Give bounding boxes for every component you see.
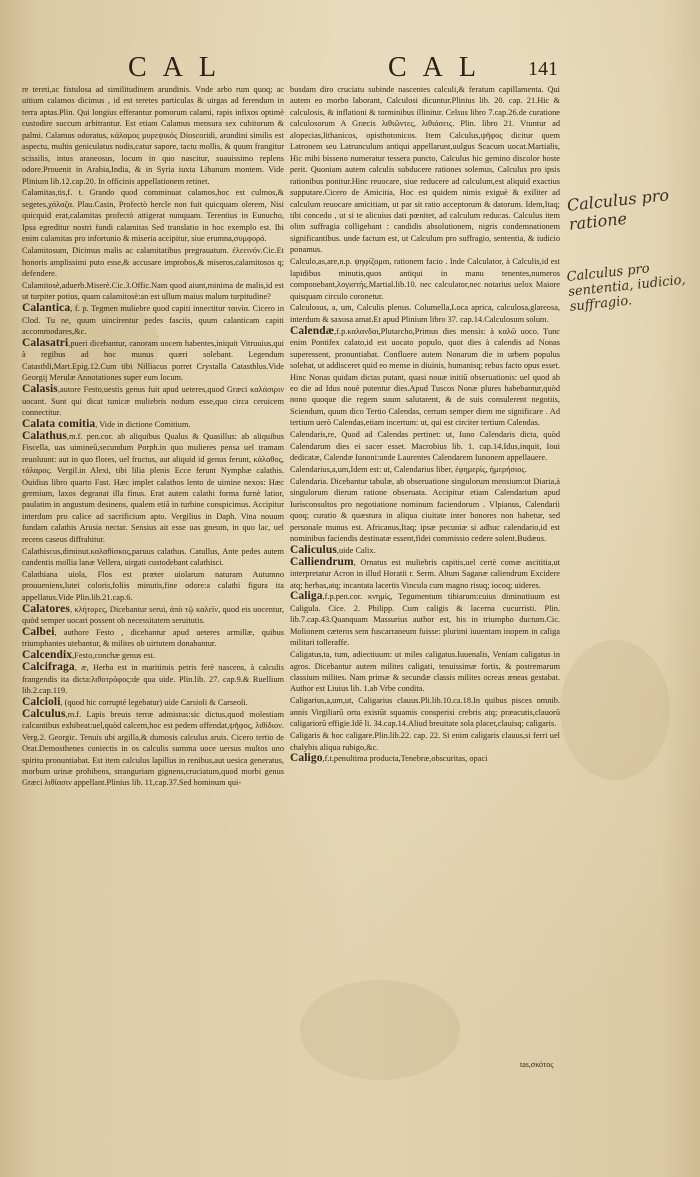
entry-headword: Calcifraga <box>22 661 75 674</box>
entry-headword: Caliculus <box>290 543 337 556</box>
entry-text: ,uide Calix. <box>336 545 376 555</box>
entry-headword: Calatores <box>22 602 70 615</box>
dictionary-entry <box>22 419 284 430</box>
dictionary-entry <box>22 384 284 418</box>
entry-headword: Calasis <box>22 383 58 396</box>
dictionary-entry <box>22 338 284 384</box>
entry-text: , Ornatus est muliebris capitis,uel certè comæ ascititia,ut interpretatur Acron in illud Horatii r. Serm. Altum Saganæ caliendrum Excidere atq; herbas,atq; incantata lacertis Vincula cum magno risuq; iocoq; uideres. <box>290 557 560 590</box>
dictionary-entry <box>22 604 284 627</box>
handwritten-margin-note: Calculus pro ratione <box>566 185 670 234</box>
dictionary-entry <box>290 753 560 764</box>
right-column <box>290 84 560 765</box>
dictionary-entry <box>290 649 560 695</box>
dictionary-entry <box>22 650 284 661</box>
entry-text: Calculo,as,are,n.p. ψηφίζομαι, rationem facio . Inde Calculator, à Calculis,id est lapidibus minutis,quos antiqui in manu tenentes,numeros componebant,λογιστής.Martial.lib.10. nec calculator,nec notarius uelox Maiore quisquam circulo coronetur. <box>290 257 560 301</box>
dictionary-entry <box>22 303 284 337</box>
dictionary-entry <box>22 662 284 696</box>
entry-text: Calamitosum, Dicimus malis ac calamitatibus pregrauatum. ἐλεεινόν.Cic.Et honoris amplissimi puto esse,& accusare improbos,& miseros,calamitosos q; defendere. <box>22 246 284 279</box>
left-column <box>22 84 284 789</box>
entry-headword: Calata comitia <box>22 417 96 430</box>
entry-headword: Calendæ <box>290 324 335 337</box>
entry-text: , Vide in dictione Comitium. <box>95 419 191 429</box>
entry-text: ,f.p.καλανδαι,Plutarcho,Primus dies mensis: à καλῶ uoco. Tunc enim Pontifex calato,id est uocato populo, quot dies à calendis ad Nonas superessent, pronuntiabat. Confluere autem Nonarum die in urbem populus solebat, ut addisceret quid eo mense in diuinis, humanisq; rebus facto opus esset. Hinc Nonas quidam dictas putant, quasi nouæ initiū obseruationis: uel quod ab eo die ad Idus nouè putentur dies.Apud Tuscos Nonæ plures habebantur,quòd nono quoque die regem suum salutarent, & de suis consulerent negotiis, Sciendum, quum dico Tertio Calendas, certum semper diem me significare . Ad tertium uerò Calendas,etiam incertum: ut, qui est circiter tertium Calendas. <box>290 326 560 428</box>
entry-headword: Calcendix <box>22 649 73 662</box>
entry-text: , æ, Herba est in maritimis petris ferè nascens, à calculis frangendis ita dicta:λιθοτρόφος:de qua uide. Plin.lib. 27. cap.9.& Ruellium lib.2.cap.119. <box>22 663 284 696</box>
dictionary-entry <box>22 280 284 303</box>
dictionary-entry <box>22 546 284 569</box>
entry-text: ,pueri dicebantur, canoram uocem habentes,iniquit Vitruuius,qui à regibus ad hoc munus quæri solebant. Legendum Catasthli,Mart.Epig.12.Cum tibi Nilliacus porret Crystalla Catasthlus.Vide Georgij Merulæ Annotationes super eum locum. <box>22 338 284 383</box>
entry-text: Calendaria. Dicebantur tabulæ, ab obseruatione singulorum mensium:ut Diaria,à singulorum dierum ratione obseruata. Accipitur etiam Calendarium apud Iurisconsultos pro negotiatione nominum faciendorum . Vlpianus, Calendarii quoq; curatio & quæstura in aliqua ciuitate inter honores non habetur, sed personale munus est. Africanus,Itaq; ipsæ pecuniæ si adhuc calendario,id est nominibus faciendis destinatæ essent,fidei commissio cedere solent.Budæus. <box>290 476 560 544</box>
entry-text: , f. p. Tegmen muliebre quod capiti innectitur ταινία. Cicero in Clod. Tu ne, quum uincirentur pedes fasciis, quum calanticam capiti accommodares,&c. <box>22 304 284 337</box>
dictionary-entry <box>290 84 560 256</box>
entry-headword: Calasatri <box>22 336 69 349</box>
entry-text: Calamitas,tis,f. t. Grando quod comminuat calamos,hoc est culmos,& segetes,χάλαζα. Plau.Casin, Profectò hercle non fuit quicquam olerem, Nisi quicquid erat,calamitas profectò attigerat nunquam. Terentius in Eunucho, Ipsa egreditur nostri fundi calamitas Sed translatio in hoc exemplo est. Ibi enim calamitas pro infortunio & miseria accipitur, siue erumna,συμφορά. <box>22 188 284 244</box>
dictionary-entry <box>290 695 560 729</box>
paper-stain <box>560 640 670 780</box>
entry-headword: Calbei <box>22 625 55 638</box>
dictionary-entry <box>290 476 560 545</box>
entry-text: Calendaris,re, Quod ad Calendas pertinet: ut, Iuno Calendaris dicta, quòd Calendarum dies ei sacer esset. Macrobius lib. 1. cap.14.Idus,inquit, Ioui dedicatæ, Calendæ Iunoni:unde Laurentes Calendarem Iunonem appellauere. <box>290 430 560 463</box>
dictionary-entry <box>290 429 560 463</box>
entry-text: ,Festo,conchæ genus est. <box>72 651 155 661</box>
dictionary-entry <box>290 464 560 475</box>
dictionary-entry <box>290 302 560 325</box>
entry-text: ,m.f. Lapis breuis terræ admistus:sic dictus,quod molestiam calcantibus exhibeat:uel,quòd calcem,hoc est pedem offendat,ψῆφος, λιθίδιον. Verg.2. Georgic. Tenuis ubi argilla,& dumosis calculus aruis. Cicero tertio de Orat.Demosthenes coniectis in os calculis summa uoce uersus multos uno spiritu pronuntiabat. Est item calculus lapillus in renibus,aut uesica generatus, morbum urinæ prohibens, stranguriam gignens,cruciatum,quod morbi genus Græci λιθίασιν appellant.Plinius lib. 11,cap.37.Sed hominum qui- <box>22 709 284 788</box>
page-number: 141 <box>528 58 558 80</box>
entry-text: ,autore Festo,uestis genus fuit apud ueteres,quod Græci καλάσιριν uocant. Sunt qui dicat tunicæ muliebris nodum esse,quo circa ceruicem connectitur. <box>22 385 284 418</box>
entry-headword: Calliendrum <box>290 555 354 568</box>
entry-text: Caligarius,a,um,ut, Caligarius clauus.Pli.lib.10.ca.18.In quibus pisces omnib. annis Virgiliarū ortu existūt squamis consperisi crebris atq; præacutis,clauorū caligariorū effigie.Idē li. 34.cap.14.Aliud breuitate sola placet,clauisq; caligaris. <box>290 696 560 729</box>
dictionary-entry <box>290 256 560 302</box>
dictionary-entry <box>290 326 560 429</box>
dictionary-entry <box>290 545 560 556</box>
catchword: tas,σκότος <box>520 1060 554 1069</box>
running-title-right: CAL <box>388 52 492 83</box>
dictionary-entry <box>290 730 560 753</box>
entry-text: Calculosus, a, um, Calculis plenus. Columella,Loca aprica, calculosa,glareosa, interdum & saxosa amat.Et apud Plinium libro 37. cap.14.Calculosum solum. <box>290 303 560 324</box>
entry-text: , (quod hic corrupté legebatur) uide Carsioli & Carseoli. <box>60 697 248 707</box>
entry-text: Calathiscus,diminut.καλαθίσκος,paruus calathus. Catullus, Ante pedes autem candentis mollia lanæ Vellera, uirgati custodebant calathisci. <box>22 546 284 568</box>
running-title-left: CAL <box>128 52 232 83</box>
entry-headword: Calcioli <box>22 695 61 708</box>
entry-headword: Calculus <box>22 707 66 720</box>
dictionary-entry <box>22 431 284 546</box>
entry-headword: Calantica <box>22 302 71 315</box>
entry-text: Calathiana uiola, Flos est præter uiolarum naturam Autumno prouueniens,lutei coloris,foliis minutis,fine odore:a calathi figura ita appellatus.Vide Plin.lib.21.cap.6. <box>22 569 284 602</box>
entry-headword: Caliga <box>290 590 323 603</box>
dictionary-entry <box>22 709 284 789</box>
dictionary-entry <box>22 569 284 603</box>
entry-text: Calamitosè,aduerb.Miserè.Cic.3.Offic.Nam quod aiunt,minima de malis,id est ut turpiter potius, quam calamitosè:an est ullum maius malum turpitudine? <box>22 280 284 302</box>
entry-text: ,m.f. pen.cor. ab aliquibus Qualus & Quasillus: ab aliquibus Fiscella, uas uimineū,secundum Porph.in quo mulieres pensa uel tramam reuoluunt: aut in quo flores, uel fructus, aut aliquid id genus ferunt, κάλαθος, τάλαρος. Vergil.in Alexi, tibi lilia plenis Ecce ferunt Nymphæ calathis. Ouidius libro quarto Fast. Hæc implet calathos lento de uimine nexos: Hæc gremium, laxos degranat illa finus. Erat autem calathi forma furnè latior, paulatim in angustum desinens, qualem etiā in turbine conspicimus. Accipitur interdum pro calice ad sacrificium apto. Vergilius in Daph. Vina nouum fundam calathis Arusia nectar. Sensius ait esse uas gneum, in quo lac, uel recens caseus diffrahitur. <box>22 431 284 544</box>
entry-text: Calendarius,a,um,Idem est: ut, Calendarius liber, ἐφημερὶς, ἡμερήσιος. <box>290 464 527 474</box>
entry-text: re tereti,ac fistulosa ad similitudinem arundinis. Vnde arbo rum quoq; ac uitium calamos dicimus , id est teretes particulas & uirgas ad ferendum in terra aptas.Plin. Qui longius efferantur pomorum calami, rapis infixos optimè custodire succum arbitrantur. Est etiam Calamus mensura sex cubitorum & palmi. Calamus odoratus, κάλαμος μυρεψικός Dioscoridi, arundini similis est aspectu, multis geniculatus nodis,catur sapore, tactu mollis, & quum frangitur scissilis, intus araneosus, locum in quo nascitur, suauissimo replens odore.Prouenit in Arabia,India, & in Syria iuxta Libanum montem. Vide Plinium lib.12.cap.20. In officinis appellationem retinet. <box>22 85 284 186</box>
entry-text: ,f.t.penultima producta,Tenebræ,obscuritas, opaci <box>322 754 488 764</box>
entry-text: ,f.p.pen.cor. κνημίς, Tegumentum tibiarum:cuius diminutiuum est Caligula. Cice. 2. Philipp. Cum caligis & lacerna cucurristi. Plin. lib.7.cap.43.Quanquam Massurius author est, bis in triumpho ductum.Cic. Molionem cæteros sem fuscarraneum fuisse: plurimi iuuentam inopem in caliga militari tolleraffe. <box>290 592 560 648</box>
dictionary-entry <box>22 627 284 650</box>
entry-text: Caligatus,ta, tum, adiectiuum: ut miles caligatus.Iuuenalis, Veniam caligatus in agros. Dicebantur autem milites caligati, tenuissimæ fortis, & postremarum classium milites. Nam primæ & secundæ classis milites ocreas æneas gestabat. Author est Liuius lib. 1.ab Vrbe condita. <box>290 650 560 694</box>
dictionary-entry <box>22 245 284 279</box>
entry-headword: Calathus <box>22 429 67 442</box>
entry-text: Caligaris & hoc caligare.Plin.lib.22. cap. 22. Si enim caligaris clauus,si ferri uel chalybis aliqua rubigo,&c. <box>290 731 560 752</box>
dictionary-entry <box>22 84 284 187</box>
paper-stain <box>300 980 460 1080</box>
entry-text: busdam diro cruciatu subinde nascentes calculi,& feratum capillamenta. Qui autem eo morbo laborant, Calculosi dicuntur.Plinius lib. 20. cap. 21.Hic & calculosis, & inflationi & torminibus illinitur. Celsus libro 7.cap.26.de curatione calculosorum A Græcis λιθιῶντες, λιθιάσεις. Plin. libro 21. Vtuntur ad alopecias,lithanicos, opisthotonicos. Item Calculus,ψῆφος dicitur quem Latronem seu Latrunculum antiqui appellarunt,uulgus Scacum uocat.Martialis, Hic mihi bisseno numeratur tessera puncto, Calculus hic gemino discolor hoste perit. Quoniam autem calculis subducere rationes solemus, Calculus pro ipsis rationibus ponitur.Hinc reuocare, siue reducere ad calculum,est aliquid exactius supputare.Cicero de Amicitia, Hoc est quidem nimis exiguè & exiliter ad calculum reuocare amicitiam, ut par sit ratio acceptorum & datorum. Idem,Itaq; tibi concedo , ut si te alicuius dati pœnitet, ad calculum reducas. Calculus item olim suffragia colligebant : candidis absolutionem, nigris condemnationem significantibus. unde factum est, ut Calculum pro suffragio, sententia, & iudicio ponamus. <box>290 85 560 255</box>
dictionary-entry <box>290 591 560 648</box>
entry-headword: Caligo <box>290 752 323 765</box>
entry-text: , authore Festo , dicebantur apud ueteres armillæ, quibus triumphantes utebantur, & milites ob uirtutem donabantur. <box>22 627 284 649</box>
handwritten-margin-note: Calculus pro sententia, iudicio, suffragio. <box>566 261 687 315</box>
dictionary-entry <box>22 697 284 708</box>
dictionary-entry <box>22 187 284 244</box>
entry-text: , κλήτορες, Dicebantur serui, ἀπὸ τῷ καλεῖν, quod eis uocentur, quòd semper uocari possent ob necessitatem seruitutis. <box>22 604 284 626</box>
dictionary-entry <box>290 557 560 591</box>
